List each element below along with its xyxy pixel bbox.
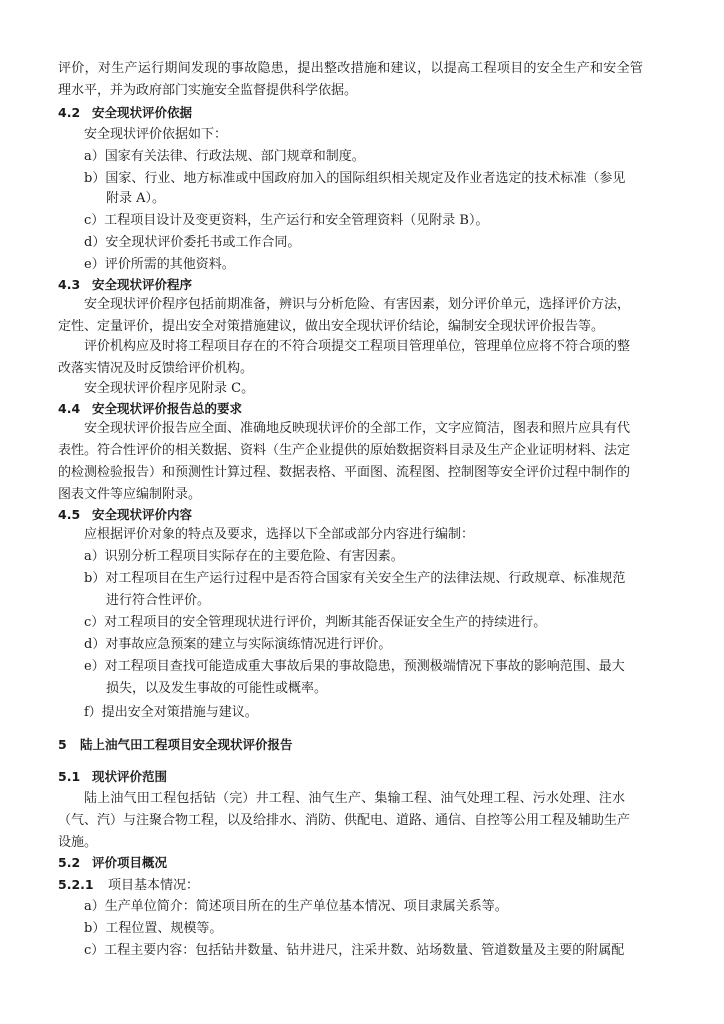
list-item: a）识别分析工程项目实际存在的主要危险、有害因素。 <box>84 549 404 564</box>
list-item-continuation: 损失，以及发生事故的可能性或概率。 <box>106 681 328 696</box>
section-title: 陆上油气田工程项目安全现状评价报告 <box>80 737 293 752</box>
paragraph-line: 表性。符合性评价的相关数据、资料（生产企业提供的原始数据资料目录及生产企业证明材料、法定 <box>58 443 631 458</box>
section-title: 安全现状评价程序 <box>92 277 193 292</box>
section-title: 评价项目概况 <box>92 855 168 870</box>
paragraph-line: 的检测检验报告）和预测性计算过程、数据表格、平面图、流程图、控制图等安全评价过程中制作的 <box>58 465 631 480</box>
paragraph-line: 改落实情况及时反馈给评价机构。 <box>58 361 254 376</box>
list-item: d）对事故应急预案的建立与实际演练情况进行评价。 <box>84 637 392 652</box>
subsection-5-2-1 <box>58 876 199 895</box>
paragraph-line: 理水平，并为政府部门实施安全监督提供科学依据。 <box>58 83 358 98</box>
list-item: e）对工程项目查找可能造成重大事故后果的事故隐患，预测极端情况下事故的影响范围、最大 <box>84 659 625 674</box>
section-heading-4-2 <box>58 104 192 122</box>
list-item: e）评价所需的其他资料。 <box>84 257 235 272</box>
section-title: 现状评价范围 <box>92 769 168 784</box>
section-number: 4.2 <box>58 105 81 120</box>
section-number: 4.4 <box>58 401 81 416</box>
section-number: 4.3 <box>58 277 81 292</box>
paragraph-line: 安全现状评价依据如下： <box>84 127 228 142</box>
list-item: c）工程主要内容：包括钻井数量、钻井进尺，注采井数、站场数量、管道数量及主要的附属配 <box>84 943 625 958</box>
list-item: b）工程位置、规模等。 <box>84 921 223 936</box>
list-item-continuation: 进行符合性评价。 <box>106 593 211 608</box>
section-number: 4.5 <box>58 507 81 522</box>
section-title: 安全现状评价依据 <box>92 105 193 120</box>
section-title: 安全现状评价内容 <box>92 507 193 522</box>
paragraph-line: 定性、定量评价，提出安全对策措施建议，做出安全现状评价结论，编制安全现状评价报告等。 <box>58 319 605 334</box>
paragraph-line: 安全现状评价程序见附录 C。 <box>84 381 255 396</box>
list-item: c）对工程项目的安全管理现状进行评价，判断其能否保证安全生产的持续进行。 <box>84 615 547 630</box>
paragraph-line: 图表文件等应编制附录。 <box>58 487 202 502</box>
list-item: b）对工程项目在生产运行过程中是否符合国家有关安全生产的法律法规、行政规章、标准规范 <box>84 571 626 586</box>
list-item: a）生产单位简介：简述项目所在的生产单位基本情况、项目隶属关系等。 <box>84 899 508 914</box>
list-item: a）国家有关法律、行政法规、部门规章和制度。 <box>84 149 365 164</box>
section-number: 5.2.1 <box>58 877 94 892</box>
section-heading-5-1 <box>58 768 167 786</box>
paragraph-line: 评价，对生产运行期间发现的事故隐患，提出整改措施和建议，以提高工程项目的安全生产和安全管 <box>58 61 644 76</box>
paragraph-line: 项目基本情况： <box>108 878 200 893</box>
paragraph-line: （气、汽）与注聚合物工程，以及给排水、消防、供配电、道路、通信、自控等公用工程及辅助生产 <box>58 813 631 828</box>
paragraph-line: 安全现状评价程序包括前期准备，辨识与分析危险、有害因素，划分评价单元，选择评价方法， <box>84 297 631 312</box>
section-title: 安全现状评价报告总的要求 <box>92 401 243 416</box>
list-item: b）国家、行业、地方标准或中国政府加入的国际组织相关规定及作业者选定的技术标准（参见 <box>84 171 626 186</box>
section-heading-4-5 <box>58 506 192 524</box>
list-item: f）提出安全对策措施与建议。 <box>84 705 258 720</box>
list-item: c）工程项目设计及变更资料，生产运行和安全管理资料（见附录 B）。 <box>84 213 489 228</box>
paragraph-line: 陆上油气田工程包括钻（完）井工程、油气生产、集输工程、油气处理工程、污水处理、注水 <box>84 791 626 806</box>
section-heading-5 <box>58 736 293 754</box>
paragraph-line: 安全现状评价报告应全面、准确地反映现状评价的全部工作，文字应简洁，图表和照片应具有代 <box>84 421 631 436</box>
section-heading-4-4 <box>58 400 242 418</box>
paragraph-line: 应根据评价对象的特点及要求，选择以下全部或部分内容进行编制： <box>84 527 475 542</box>
list-item: d）安全现状评价委托书或工作合同。 <box>84 235 301 250</box>
section-heading-4-3 <box>58 276 192 294</box>
section-number: 5.1 <box>58 769 81 784</box>
paragraph-line: 评价机构应及时将工程项目存在的不符合项提交工程项目管理单位，管理单位应将不符合项的整 <box>84 339 631 354</box>
section-number: 5.2 <box>58 855 81 870</box>
section-heading-5-2 <box>58 854 167 872</box>
section-number: 5 <box>58 737 67 752</box>
paragraph-line: 设施。 <box>58 835 98 850</box>
list-item-continuation: 附录 A）。 <box>106 191 166 206</box>
